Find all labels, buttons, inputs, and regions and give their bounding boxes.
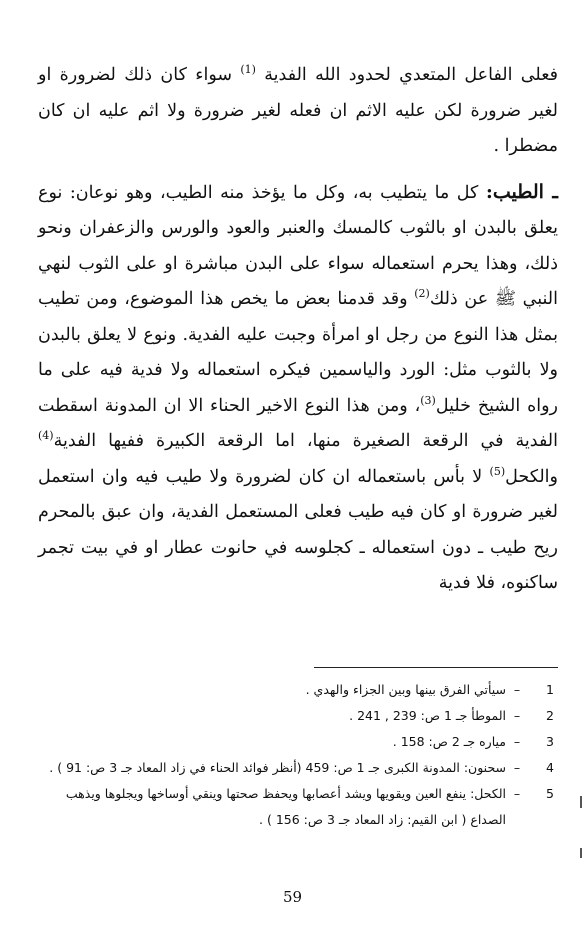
footnote-ref-5[interactable]: (5) [489, 464, 506, 478]
page-number: 59 [282, 888, 303, 906]
paragraph-2: ـ الطيب: كل ما يتطيب به، وكل ما يؤخذ منه الطيب، وهو نوعان: نوع يعلق بالبدن او بالثوب كالمسك والعنبر والعود والورس والزعفران ونحو ذلك، وهذا يحرم استعماله سواء على البدن مباشرة او على الثوب لنهي النبي ﷺ عن ذلك$^{(2)}$ وقد قدمنا بعض ما يخص هذا الموضوع، ومن تطيب بمثل هذا النوع من رجل او امرأة وجبت عليه الفدية. ونوع لا يعلق بالبدن ولا بالثوب مثل: الورد والياسمين فيكره استعماله ولا فدية فيه على ما رواه الشيخ خليل$^{(3)}$، ومن هذا النوع الاخير الحناء الا ان المدونة اسقطت الفدية في الرقعة الصغيرة منها، اما الرقعة الكبيرة ففيها الفدية$^{(4)}$ والكحل$^{(5)}$ لا بأس باستعماله ان كان لضرورة ولا طيب فيه وان استعمل لغير ضرورة او كان فيه طيب فعلى المستعمل الفدية، وان عبق بالمحرم ريح طيب ـ دون استعماله ـ كجلوسه في حانوت عطار او في بيت تجمر ساكنوه، فلا فدية [38, 180, 559, 593]
footnote-separator [314, 667, 558, 668]
footnotes-list [38, 677, 554, 833]
paragraph-1: فعلى الفاعل المتعدي لحدود الله الفدية $^{(1)}$ سواء كان ذلك لضرورة او لغير ضرورة لكن عليه الاثم ان فعله لغير ضرورة ولا اثم عليه ان كان مضطرا . [38, 63, 558, 156]
margin-mark [580, 796, 582, 808]
section-heading-perfume: ـ الطيب: [485, 180, 558, 203]
margin-mark [580, 848, 582, 858]
footnote-ref-1[interactable]: (1) [240, 63, 256, 77]
footnote-ref-4[interactable]: (4) [38, 429, 54, 443]
footnote-item: 3 – مياره جـ 2 ص: 158 . [392, 734, 554, 749]
footnote-ref-3[interactable]: (3) [420, 393, 436, 407]
footnote-item: 2 – الموطأ جـ 1 ص: 239 , 241 . [349, 708, 554, 723]
main-text [38, 58, 558, 602]
footnote-ref-2[interactable]: (2) [414, 287, 430, 301]
footnote-item: 1 – سيأتي الفرق بينها وبين الجزاء والهدي . [305, 682, 554, 697]
footnote-item: 5 – الكحل: ينفع العين ويقويها ويشد أعصابها ويحفظ صحتها وينقي أوساخها ويجلوها ويذهب الصداع ( ابن القيم: زاد المعاد جـ 3 ص: 156 ) . [65, 786, 554, 827]
footnote-item: 4 – سحنون: المدونة الكبرى جـ 1 ص: 459 (أنظر فوائد الحناء في زاد المعاد جـ 3 ص: 91 ) . [49, 760, 554, 775]
